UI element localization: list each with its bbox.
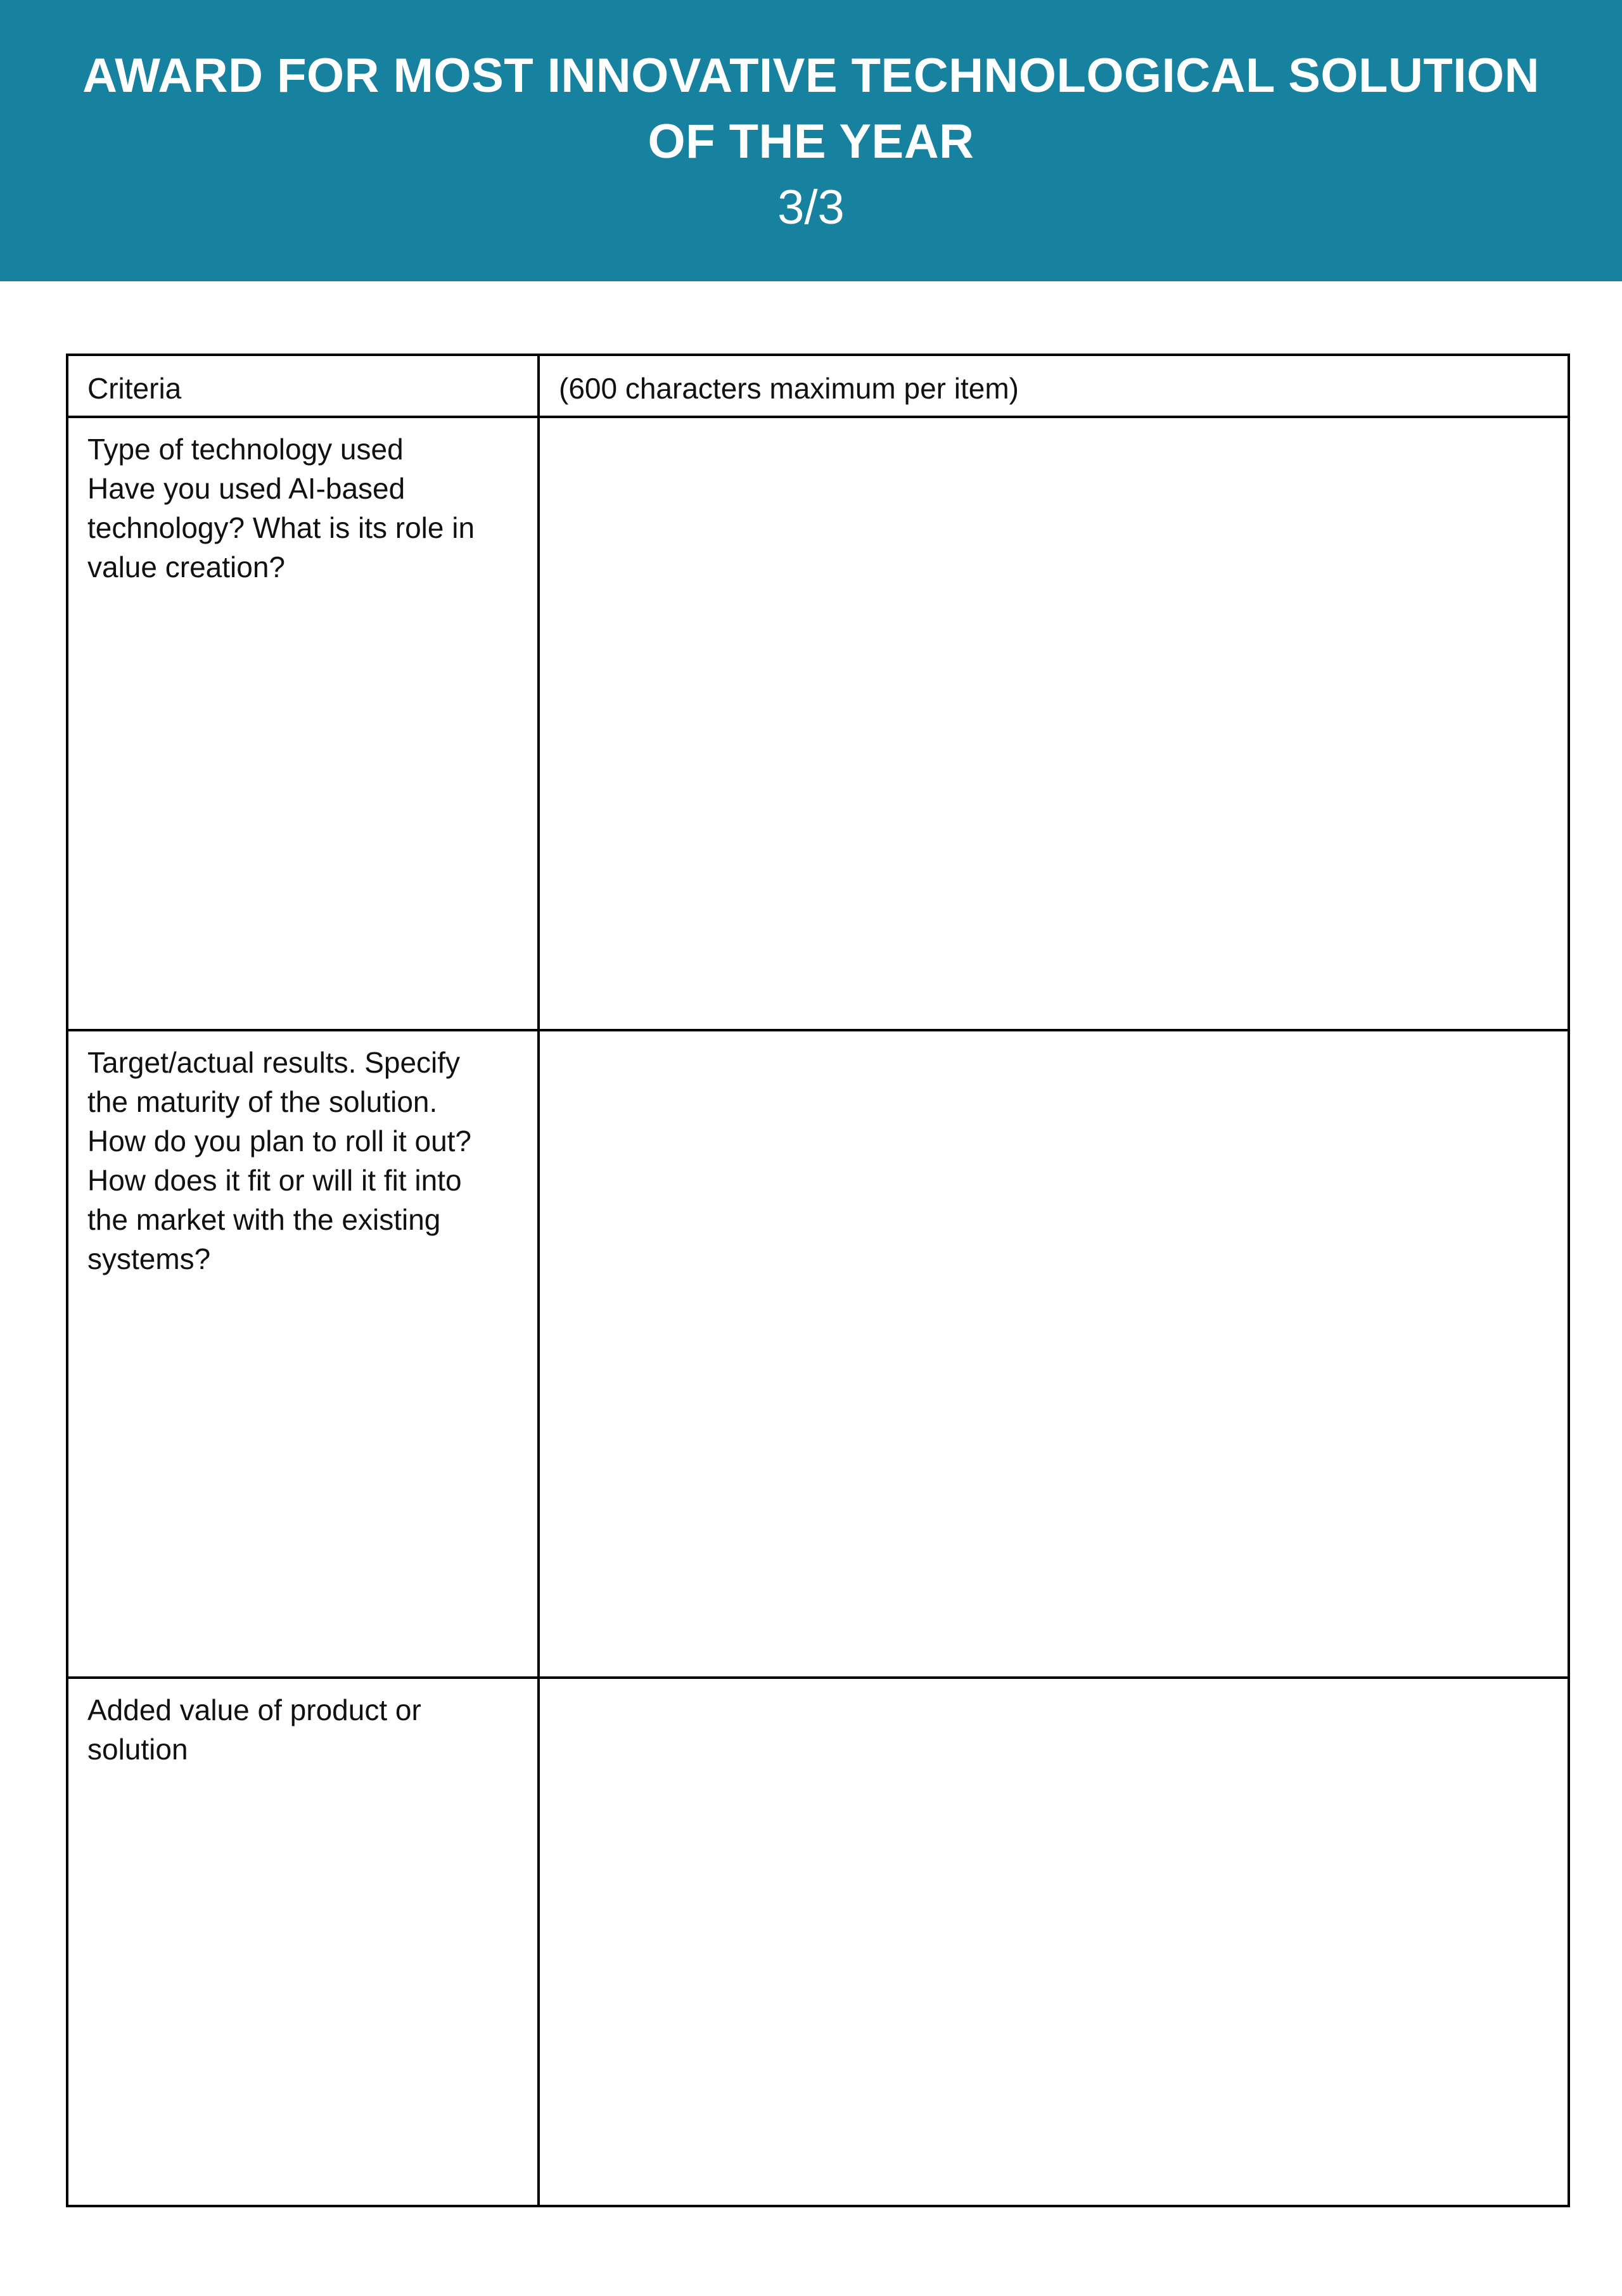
answer-field-added-value[interactable] — [539, 1678, 1569, 2206]
criteria-text-line: Have you used AI-based — [87, 472, 406, 505]
criteria-text-line: Target/actual results. Specify — [87, 1046, 461, 1079]
criteria-text-line: the market with the existing — [87, 1203, 441, 1236]
criteria-text-line: value creation? — [87, 551, 285, 584]
table-row — [67, 1030, 1569, 1678]
criteria-cell-results — [67, 1030, 539, 1678]
answer-field-technology[interactable] — [539, 417, 1569, 1030]
table-row — [67, 1678, 1569, 2206]
criteria-text-line: systems? — [87, 1242, 211, 1275]
table-row — [67, 417, 1569, 1030]
criteria-text-line: How does it fit or will it fit into — [87, 1164, 462, 1197]
page-indicator: 3/3 — [777, 181, 845, 234]
criteria-text-line: the maturity of the solution. — [87, 1085, 438, 1118]
table-header-row — [67, 355, 1569, 417]
answer-column-header: (600 characters maximum per item) — [539, 355, 1569, 417]
criteria-text-line: solution — [87, 1733, 188, 1766]
answer-field-results[interactable] — [539, 1030, 1569, 1678]
award-title-line-1: AWARD FOR MOST INNOVATIVE TECHNOLOGICAL SOLUTION — [82, 49, 1540, 103]
page-header — [0, 0, 1622, 281]
criteria-text-line: technology? What is its role in — [87, 511, 475, 544]
criteria-column-header: Criteria — [67, 355, 539, 417]
criteria-form-table — [66, 354, 1570, 2207]
criteria-cell-added-value — [67, 1678, 539, 2206]
award-title-line-2: OF THE YEAR — [648, 115, 974, 169]
criteria-text-line: Added value of product or — [87, 1693, 421, 1726]
criteria-text-line: Type of technology used — [87, 433, 404, 466]
criteria-text-line: How do you plan to roll it out? — [87, 1125, 472, 1158]
criteria-cell-technology — [67, 417, 539, 1030]
